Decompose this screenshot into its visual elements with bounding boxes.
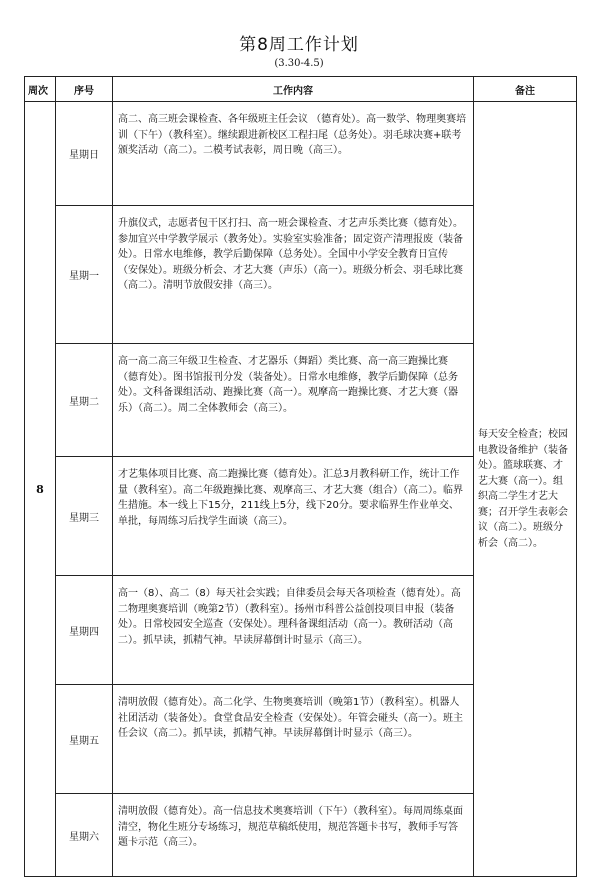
day-content: 高一（8）、高二（8）每天社会实践；自律委员会每天各项检查（德育处）。高二物理奥赛培训（晚第2节）（教科室）。扬州市科普公益创投项目申报（装备处）。日常校园安全巡查（安保处）。理科备课组活动（高一）。教研活动（高二）。抓早读，抓精气神。早读屏幕倒计时显示（高三）。 [113,576,474,685]
table-row [25,102,577,206]
day-label: 星期二 [56,344,113,457]
week-number: 8 [25,102,56,877]
header-week: 周次 [25,77,56,102]
notes-cell [474,102,577,877]
day-content: 才艺集体项目比赛、高二跑操比赛（德育处）。汇总3月教科研工作，统计工作量（教科室）。高二年级跑操比赛、观摩高三、才艺大赛（组合）（高二）。临界生措施。本一线上下15分，211线上5分，线下20分。要求临界生作业单交、单批，每周练习后找学生面谈（高三）。 [113,457,474,576]
day-content: 高二、高三班会课检查、各年级班主任会议 （德育处）。高一数学、物理奥赛培训（下午）（教科室）。继续跟进新校区工程扫尾（总务处）。羽毛球决赛+联考颁奖活动（高二）。二模考试表彰，周日晚（高三）。 [113,102,474,206]
date-range: (3.30-4.5) [274,58,324,69]
day-label: 星期五 [56,685,113,794]
work-plan-table [24,76,577,877]
day-label: 星期三 [56,457,113,576]
day-content: 清明放假（德育处）。高一信息技术奥赛培训（下午）（教科室）。每周周练桌面清空，物化生班分专场练习，规范草稿纸使用，规范答题卡书写，教师手写答题卡示范（高三）。 [113,794,474,877]
day-content: 清明放假（德育处）。高二化学、生物奥赛培训（晚第1节）（教科室）。机器人社团活动（装备处）。食堂食品安全检查（安保处）。年管会碰头（高一）。班主任会议（高二）。抓早读，抓精气神。早读屏幕倒计时显示（高三）。 [113,685,474,794]
header-row [25,77,577,102]
page-title: 第8周工作计划 [239,35,359,55]
day-label: 星期日 [56,102,113,206]
header-seq: 序号 [56,77,113,102]
day-content: 升旗仪式，志愿者包干区打扫、高一班会课检查、才艺声乐类比赛（德育处）。参加宜兴中学教学展示（教务处）。实验室实验准备；固定资产清理报废（装备处）。日常水电维修，教学后勤保障（总务处）。全国中小学安全教育日宣传（安保处）。班级分析会、才艺大赛（声乐）（高一）。班级分析会、羽毛球比赛（高二）。清明节放假安排（高三）。 [113,206,474,344]
day-content: 高一高二高三年级卫生检查、才艺器乐（舞蹈）类比赛、高一高三跑操比赛（德育处）。图书馆报刊分发（装备处）。日常水电维修，教学后勤保障（总务处）。文科备课组活动、跑操比赛（高一）。观摩高一跑操比赛、才艺大赛（器乐）（高二）。周二全体教师会（高三）。 [113,344,474,457]
day-label: 星期六 [56,794,113,877]
day-label: 星期一 [56,206,113,344]
day-label: 星期四 [56,576,113,685]
header-notes: 备注 [474,77,577,102]
header-content: 工作内容 [113,77,474,102]
notes-text: 每天安全检查；校园电教设备维护（装备处）。篮球联赛、才艺大赛（高一）。组织高二学生才艺大赛；召开学生表彰会议（高二）。班级分析会（高二）。 [478,429,568,549]
